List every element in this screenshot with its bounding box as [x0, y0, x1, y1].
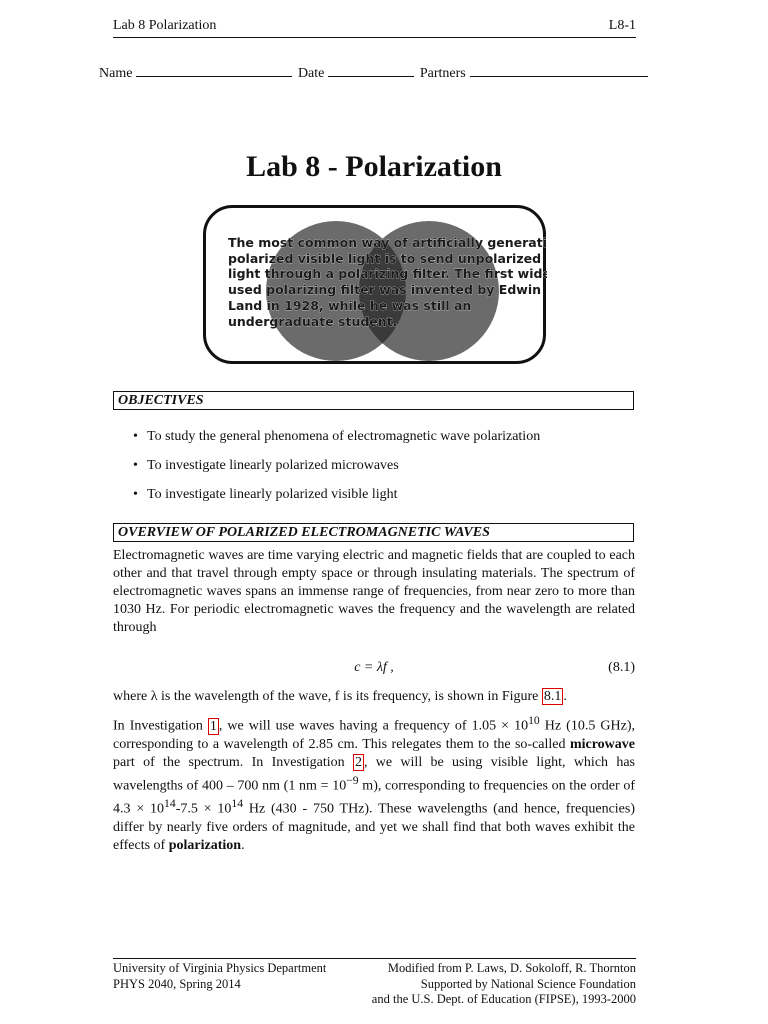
partners-label: Partners: [419, 66, 466, 81]
figure-text-line: used polarizing filter was invented by Edwin: [228, 282, 542, 297]
page-title: Lab 8 - Polarization: [246, 150, 502, 183]
footer-right: [372, 961, 636, 1008]
running-header-title: Lab 8 Polarization: [113, 18, 217, 33]
text-run: m), corresponding to frequencies on the order of 4.3 × 10: [113, 778, 635, 817]
header-rule: [113, 37, 636, 38]
equation-number: (8.1): [608, 660, 635, 675]
microwave-term: microwave: [569, 736, 635, 752]
footer-left: [113, 961, 326, 992]
exponent: 10: [528, 714, 540, 727]
figure-text-line: light through a polarizing filter. The first widely: [228, 266, 547, 281]
investigation-2-link[interactable]: 2: [354, 754, 362, 770]
footer-credit: Modified from P. Laws, D. Sokoloff, R. Thornton: [387, 961, 636, 975]
text-run: part of the spectrum. In Investigation: [113, 754, 353, 770]
equation-text: c = λf ,: [354, 660, 394, 675]
text-run: , we will use waves having a frequency of 1.05 × 10: [218, 718, 529, 734]
list-item: • To investigate linearly polarized visible light: [113, 476, 540, 505]
objectives-list: [113, 418, 540, 505]
overview-paragraph-3: [113, 712, 635, 855]
figure-text-line: The most common way of artificially generating: [228, 235, 547, 250]
text-run: In Investigation: [113, 718, 208, 734]
exponent: −9: [346, 773, 359, 787]
footer-course: PHYS 2040, Spring 2014: [113, 976, 241, 991]
footer-support: Supported by National Science Foundation: [420, 976, 636, 991]
polarization-term: polarization: [168, 837, 242, 853]
overview-paragraph-2: [113, 688, 635, 706]
investigation-1-link[interactable]: 1: [209, 718, 217, 734]
date-blank: [328, 62, 414, 77]
date-label: Date: [297, 66, 325, 81]
polarizer-illustration: [203, 205, 547, 365]
text-run: Hz (10.5 GHz), corresponding to a wavelength of 2.85 cm. This relegates them to the so-called: [113, 718, 635, 752]
partners-blank: [470, 62, 648, 77]
exponent: 14: [164, 797, 176, 811]
figure-text-line: polarized visible light is to send unpolarized: [228, 251, 542, 266]
text-run: Hz (430 - 750 THz). These wavelengths (and hence, frequencies) differ by nearly five orders of magnitude, and yet we shall find that both waves exhibit the effects of: [113, 801, 635, 853]
student-info-line: [99, 62, 650, 82]
list-item: • To investigate linearly polarized microwaves: [113, 447, 540, 476]
overview-heading: OVERVIEW OF POLARIZED ELECTROMAGNETIC WAVES: [113, 523, 634, 542]
footer-department: University of Virginia Physics Department: [113, 961, 327, 975]
page-number: L8-1: [608, 18, 636, 33]
objectives-heading: OBJECTIVES: [113, 391, 634, 410]
text-run: -7.5 × 10: [175, 801, 232, 817]
name-label: Name: [99, 66, 133, 81]
exponent: 14: [231, 797, 244, 811]
list-item: • To study the general phenomena of electromagnetic wave polarization: [113, 418, 540, 447]
text-run: .: [241, 837, 245, 853]
equation-8-1: [113, 660, 635, 676]
figure-text-line: undergraduate student.: [228, 314, 398, 329]
name-blank: [136, 62, 292, 77]
text-run: .: [563, 689, 567, 704]
overview-paragraph-1: Electromagnetic waves are time varying electric and magnetic fields that are coupled to each other and that travel through empty space or through insulating materials. The spectrum of electromagnetic waves spans an immense range of frequencies, from near zero to more than 1030 Hz. For periodic electromagnetic waves the frequency and the wavelength are related through: [113, 548, 635, 635]
text-run: , we will be using visible light, which has wavelengths of 400 – 700 nm (1 nm = 10: [113, 754, 636, 794]
figure-text-line: Land in 1928, while he was still an: [228, 298, 472, 313]
text-run: where λ is the wavelength of the wave, f is its frequency, is shown in Figure: [113, 689, 542, 704]
polarizer-figure: [203, 205, 547, 370]
figure-8-1-link[interactable]: 8.1: [543, 689, 562, 704]
footer-funding: and the U.S. Dept. of Education (FIPSE), 1993-2000: [371, 992, 636, 1006]
footer-rule: [113, 958, 636, 959]
